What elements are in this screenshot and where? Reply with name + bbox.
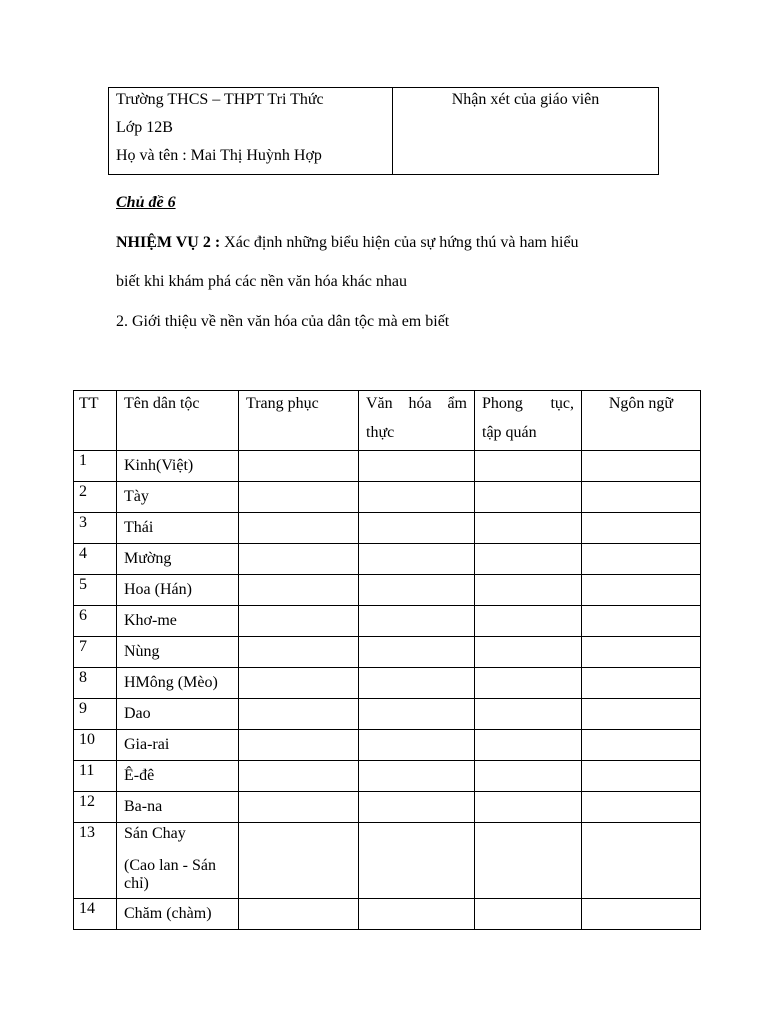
customs-cell[interactable] [475, 761, 582, 792]
row-number: 9 [74, 699, 117, 730]
costume-cell[interactable] [239, 575, 359, 606]
table-row [74, 606, 701, 637]
cuisine-cell[interactable] [359, 699, 475, 730]
ethnic-name-cell: Hoa (Hán) [117, 575, 239, 606]
language-cell[interactable] [582, 513, 701, 544]
costume-cell[interactable] [239, 792, 359, 823]
table-row [74, 637, 701, 668]
costume-cell[interactable] [239, 637, 359, 668]
customs-cell[interactable] [475, 575, 582, 606]
col-header-ethnic: Tên dân tộc [117, 391, 239, 451]
language-cell[interactable] [582, 668, 701, 699]
language-cell[interactable] [582, 482, 701, 513]
costume-cell[interactable] [239, 606, 359, 637]
cuisine-cell[interactable] [359, 637, 475, 668]
costume-cell[interactable] [239, 699, 359, 730]
student-name: Họ và tên : Mai Thị Huỳnh Hợp [116, 147, 322, 164]
language-cell[interactable] [582, 544, 701, 575]
language-cell[interactable] [582, 761, 701, 792]
customs-cell[interactable] [475, 606, 582, 637]
col-header-customs-line1: Phong tục, [482, 395, 574, 412]
ethnic-culture-table [73, 390, 701, 930]
customs-cell[interactable] [475, 637, 582, 668]
row-number: 12 [74, 792, 117, 823]
col-header-cuisine [359, 391, 475, 451]
customs-cell[interactable] [475, 544, 582, 575]
row-number: 2 [74, 482, 117, 513]
customs-cell[interactable] [475, 482, 582, 513]
cuisine-cell[interactable] [359, 668, 475, 699]
ethnic-name-cell [117, 823, 239, 899]
table-row [74, 482, 701, 513]
costume-cell[interactable] [239, 482, 359, 513]
header-table [108, 87, 659, 175]
student-info-cell [109, 88, 393, 175]
col-header-customs [475, 391, 582, 451]
teacher-comment-label: Nhận xét của giáo viên [451, 91, 600, 108]
ethnic-name-cell: Kinh(Việt) [117, 451, 239, 482]
cuisine-cell[interactable] [359, 761, 475, 792]
row-number: 14 [74, 899, 117, 930]
school-name: Trường THCS – THPT Tri Thức [116, 91, 324, 108]
language-cell[interactable] [582, 730, 701, 761]
customs-cell[interactable] [475, 513, 582, 544]
language-cell[interactable] [582, 606, 701, 637]
cuisine-cell[interactable] [359, 451, 475, 482]
cuisine-cell[interactable] [359, 792, 475, 823]
row-number: 6 [74, 606, 117, 637]
cuisine-cell[interactable] [359, 899, 475, 930]
row-number: 10 [74, 730, 117, 761]
costume-cell[interactable] [239, 761, 359, 792]
cuisine-cell[interactable] [359, 823, 475, 899]
table-header-row [74, 391, 701, 451]
cuisine-cell[interactable] [359, 544, 475, 575]
cuisine-cell[interactable] [359, 606, 475, 637]
table-row [74, 899, 701, 930]
customs-cell[interactable] [475, 792, 582, 823]
table-row [74, 761, 701, 792]
class-name: Lớp 12B [116, 119, 173, 136]
table-row [74, 792, 701, 823]
costume-cell[interactable] [239, 823, 359, 899]
row-number: 8 [74, 668, 117, 699]
table-row [74, 699, 701, 730]
table-row [74, 451, 701, 482]
table-row [74, 730, 701, 761]
customs-cell[interactable] [475, 899, 582, 930]
costume-cell[interactable] [239, 544, 359, 575]
table-row [74, 575, 701, 606]
language-cell[interactable] [582, 699, 701, 730]
ethnic-name: Sán Chay [124, 825, 186, 842]
ethnic-name-cell: Ba-na [117, 792, 239, 823]
language-cell[interactable] [582, 823, 701, 899]
cuisine-cell[interactable] [359, 482, 475, 513]
row-number: 5 [74, 575, 117, 606]
ethnic-name-cell: Chăm (chàm) [117, 899, 239, 930]
ethnic-name-cell: Thái [117, 513, 239, 544]
task-text-line2: biết khi khám phá các nền văn hóa khác nhau [116, 273, 407, 290]
costume-cell[interactable] [239, 668, 359, 699]
task-text-line1: Xác định những biểu hiện của sự hứng thú và ham hiểu [220, 234, 579, 251]
ethnic-name-cell: Nùng [117, 637, 239, 668]
customs-cell[interactable] [475, 668, 582, 699]
table-row [74, 823, 701, 899]
ethnic-name-cell: Khơ-me [117, 606, 239, 637]
col-header-cuisine-line1: Văn hóa ẩm [366, 395, 467, 412]
ethnic-name-cell: Tày [117, 482, 239, 513]
row-number: 13 [74, 823, 117, 899]
language-cell[interactable] [582, 899, 701, 930]
task-label: NHIỆM VỤ 2 : [116, 234, 221, 251]
col-header-customs-line2: tập quán [482, 424, 537, 441]
language-cell[interactable] [582, 637, 701, 668]
language-cell[interactable] [582, 792, 701, 823]
row-number: 1 [74, 451, 117, 482]
table-row [74, 544, 701, 575]
col-header-cuisine-line2: thực [366, 424, 395, 441]
costume-cell[interactable] [239, 899, 359, 930]
costume-cell[interactable] [239, 513, 359, 544]
ethnic-name-extra: (Cao lan - Sán chỉ) [124, 857, 216, 892]
customs-cell[interactable] [475, 699, 582, 730]
task-heading [116, 234, 579, 252]
row-number: 7 [74, 637, 117, 668]
costume-cell[interactable] [239, 451, 359, 482]
language-cell[interactable] [582, 575, 701, 606]
row-number: 4 [74, 544, 117, 575]
customs-cell[interactable] [475, 451, 582, 482]
cuisine-cell[interactable] [359, 575, 475, 606]
costume-cell[interactable] [239, 730, 359, 761]
col-header-costume: Trang phục [239, 391, 359, 451]
ethnic-name-cell: Gia-rai [117, 730, 239, 761]
col-header-tt: TT [74, 391, 117, 451]
col-header-language: Ngôn ngữ [582, 391, 701, 451]
language-cell[interactable] [582, 451, 701, 482]
row-number: 3 [74, 513, 117, 544]
ethnic-name-cell: Ê-đê [117, 761, 239, 792]
row-number: 11 [74, 761, 117, 792]
customs-cell[interactable] [475, 823, 582, 899]
ethnic-name-cell: Mường [117, 544, 239, 575]
customs-cell[interactable] [475, 730, 582, 761]
ethnic-name-cell: Dao [117, 699, 239, 730]
topic-title: Chủ đề 6 [116, 194, 176, 211]
cuisine-cell[interactable] [359, 730, 475, 761]
table-row [74, 513, 701, 544]
cuisine-cell[interactable] [359, 513, 475, 544]
ethnic-name-cell: HMông (Mèo) [117, 668, 239, 699]
intro-text: 2. Giới thiệu về nền văn hóa của dân tộc mà em biết [116, 313, 450, 330]
table-row [74, 668, 701, 699]
teacher-comment-cell [393, 88, 659, 175]
